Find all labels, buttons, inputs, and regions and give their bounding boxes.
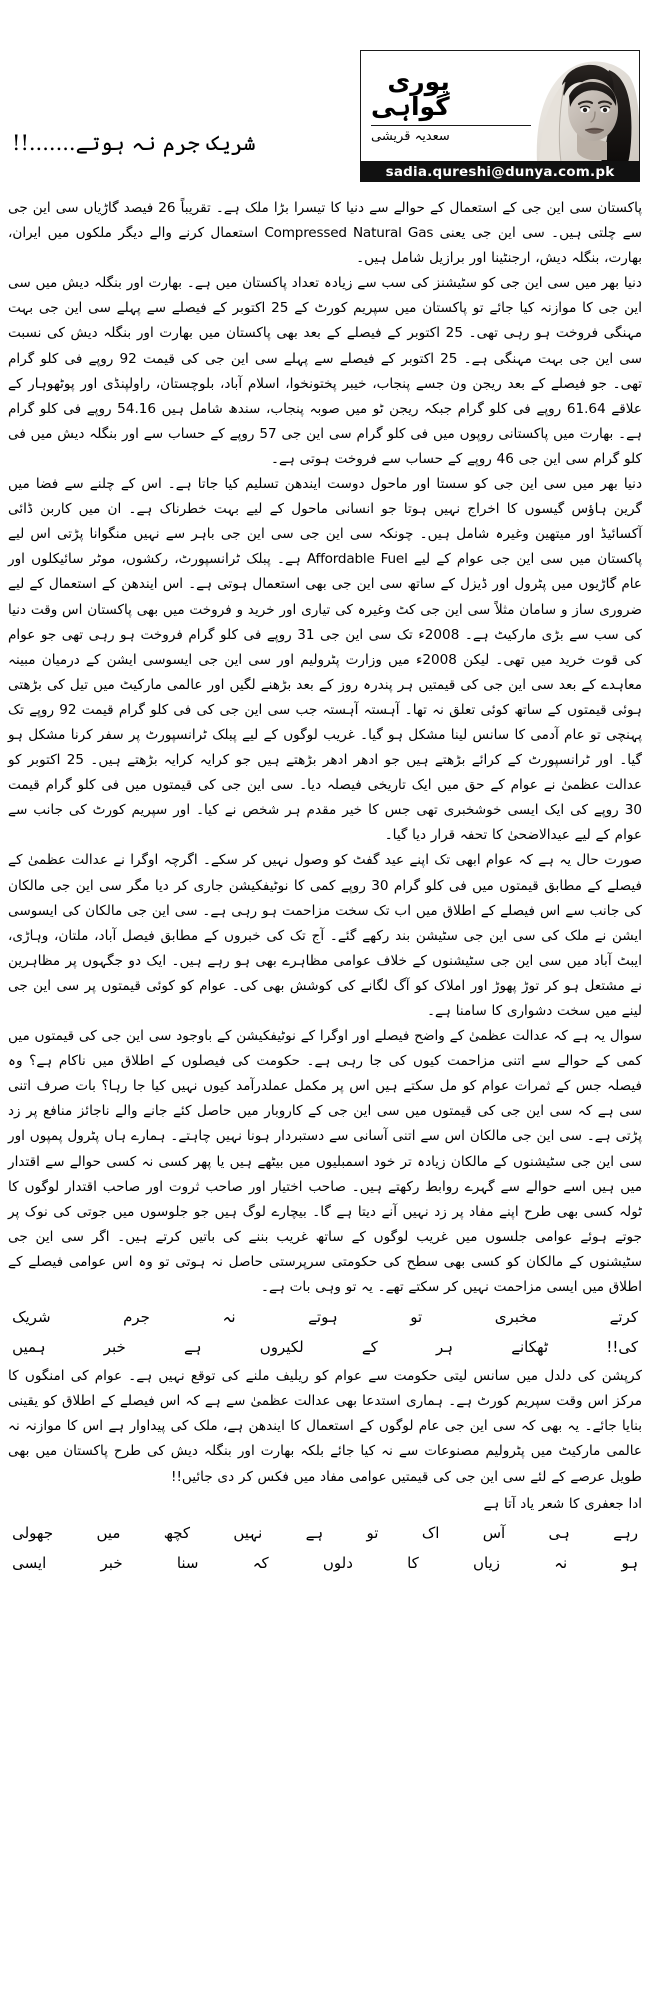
paragraph: سوال یہ ہے کہ عدالت عظمیٰ کے واضح فیصلے اور اوگرا کے نوٹیفکیشن کے باوجود سی این جی کی قیمتوں میں کمی کے حوالے سے اتنی مزاحمت کیوں کی جا رہی ہے۔ حکومت کی فیصلوں کے اطلاق میں ناکام ہے؟ وہ فیصلہ جس کے ثمرات عوام کو مل سکتے ہیں اس پر مکمل عملدرآمد کیوں نہیں کیا جا رہا؟ بات صرف اتنی سی ہے کہ سی این جی کی قیمتوں میں سی این جی کے کاروبار میں حاصل کئے جانے والے ناجائز منافع پر زد پڑتی ہے۔ سی این جی مالکان اس سے اتنی آسانی سے دستبردار ہونا نہیں چاہتے۔ ہمارے ہاں پٹرول پمپوں اور سی این جی سٹیشنوں کے مالکان زیادہ تر خود اسمبلیوں میں بیٹھے ہیں یا پھر کسی نہ کسی حوالے سے اقتدار میں ہیں اسے حوالے سے گہرے روابط رکھتے ہیں۔ صاحب اختیار اور صاحب ثروت اور صاحب اقتدار لوگوں کا ٹولہ کسی بھی طرح اپنے مفاد پر زد نہیں آنے دیتا ہے گا۔ بیچارے لوگ ہیں جو جلوسوں میں جوتی کی نوک پر جوتے ہوئے عوامی جلسوں میں غریب لوگوں کے ساتھ غریب بننے کی باتیں کرتے ہیں۔ اگر سی این جی سٹیشنوں کے مالکان کو کسی بھی سطح کی حکومتی سرپرستی حاصل نہ ہوتی تو وہ اس عوامی فیصلے کے اطلاق میں ایسی مزاحمت نہیں کر سکتے تھے۔ یہ تو وہی بات ہے۔ — [8, 1028, 642, 1296]
column-logo-text — [367, 51, 531, 161]
verse-line — [8, 1302, 642, 1332]
column-title-line1: پوری — [387, 66, 450, 96]
verse-word: ہر — [435, 1338, 454, 1357]
verse-word: ٹھکانے — [511, 1338, 549, 1357]
verse-word: ہے — [183, 1338, 202, 1357]
paragraph: دنیا بھر میں سی این جی کو سستا اور ماحول دوست ایندھن تسلیم کیا جاتا ہے۔ اس کے چلنے سے فضا میں گرین ہاؤس گیسوں کا اخراج نہیں ہوتا جو انسانی ماحول کے لیے بہت خطرناک ہے۔ ان میں کاربن ڈائی آکسائیڈ اور میتھین وغیرہ شامل ہیں۔ چونکہ سی این جی سی این جی باہر سے نہیں منگوانا پڑتی اس لیے پاکستان میں سی این جی عوام کے لیے Affordable Fuel ہے۔ پبلک ٹرانسپورٹ، رکشوں، موٹر سائیکلوں اور عام گاڑیوں میں پٹرول اور ڈیزل کے ساتھ سی این جی بھی استعمال ہوتی ہے۔ اس ایندھن کے استعمال کے لیے ضروری ساز و سامان مثلاً سی این جی کٹ وغیرہ کی تیاری اور خرید و فروخت میں بھی پاکستان اس وقت دنیا کی سب سے بڑی مارکیٹ ہے۔ 2008ء تک سی این جی 31 روپے فی کلو گرام فروخت ہو رہی تھی جو عوام کی قوت خرید میں تھی۔ لیکن 2008ء میں وزارت پٹرولیم اور سی این جی ایسوسی ایشن کے درمیان مبینہ معاہدے کے بعد سی این جی کی قیمتیں ہر پندرہ روز کے بعد بڑھنے لگیں اور عالمی مارکیٹ میں تیل کی بڑھتی ہوئی قیمتوں کے ساتھ کوئی تعلق نہ تھا۔ آہستہ آہستہ جب سی این جی کی فی کلو گرام قیمت 92 روپے تک پہنچی تو عام آدمی کا سانس لینا مشکل ہو گیا۔ غریب لوگوں کے لیے پبلک ٹرانسپورٹ پر سفر کرنا مشکل ہو گیا۔ اور ٹرانسپورٹ کے کرائے بڑھتے ہیں جو ادھر ادھر بڑھتے ہیں جو کرایہ کرایہ بڑھتے ہیں۔ 25 اکتوبر کو عدالت عظمیٰ نے عوام کے حق میں ایک تاریخی فیصلہ دیا۔ سی این جی کی قیمتوں میں فی کلو گرام قیمت 30 روپے کی ایک ایسی خوشخبری تھی جس کا خیر مقدم ہر شخص نے کیا۔ اور سپریم کورٹ کی جانب سے عوام کے لیے عیدالاضحیٰ کا تحفہ قرار دیا گیا۔ — [8, 476, 643, 844]
verse-attribution: ادا جعفری کا شعر یاد آتا ہے — [483, 1495, 642, 1512]
author-email-bar[interactable] — [360, 161, 640, 182]
verse-word: رہے — [613, 1523, 638, 1542]
column-title — [371, 68, 450, 120]
column-logo-box — [360, 50, 640, 162]
paragraph: دنیا بھر میں سی این جی کو سٹیشنز کی سب سے زیادہ تعداد پاکستان میں ہے۔ بھارت اور بنگلہ دیش میں سی این جی کا موازنہ کیا جائے تو پاکستان میں سپریم کورٹ کے 25 اکتوبر کے فیصلے سے پہلے سی این جی بہت مہنگی فروخت ہو رہی تھی۔ 25 اکتوبر کے فیصلے کے بعد بھی پاکستان میں بھارت اور بنگلہ دیش کی نسبت سی این جی بہت مہنگی ہے۔ 25 اکتوبر کے فیصلے سے پہلے سی این جی کی قیمت 92 روپے فی کلو گرام تھی۔ جو فیصلے کے بعد ریجن ون جسے پنجاب، خیبر پختونخوا، اسلام آباد، بلوچستان، راولپنڈی اور پوٹھوہار کے علاقے 61.64 روپے فی کلو گرام جبکہ ریجن ٹو میں صوبہ پنجاب، سندھ شامل ہیں 54.16 روپے فی کلو گرام ہے۔ بھارت میں پاکستانی روپوں میں فی کلو گرام سی این جی 57 روپے کے حساب سے اور بنگلہ دیش میں فی کلو گرام سی این جی 46 روپے کے حساب سے فروخت ہوتی ہے۔ — [8, 275, 642, 467]
verse-word: کہ — [252, 1553, 269, 1572]
verse-word: دلوں — [322, 1553, 353, 1572]
verse-word: کچھ — [163, 1523, 191, 1542]
verse-word: زیاں — [473, 1553, 501, 1572]
verse-word: اک — [421, 1523, 440, 1542]
verse-word: کی!! — [606, 1338, 638, 1357]
verse-word: تو — [410, 1308, 423, 1327]
verse-word: کرتے — [609, 1308, 638, 1327]
logo-divider — [371, 125, 531, 126]
verse-word: جھولی — [12, 1523, 54, 1542]
verse-word: میں — [96, 1523, 121, 1542]
paragraph: صورت حال یہ ہے کہ عوام ابھی تک اپنے عید گفٹ کو وصول نہیں کر سکے۔ اگرچہ اوگرا نے عدالت عظمیٰ کے فیصلے کے مطابق قیمتوں میں فی کلو گرام 30 روپے کمی کا نوٹیفکیشن جاری کر دیا مگر سی این جی مالکان کی جانب سے اس فیصلے کے اطلاق میں اب تک سخت مزاحمت ہو رہی ہے۔ سی این جی مالکان کی ایسوسی ایشن نے ملک کی سی این جی سٹیشن بند رکھے گئے۔ آج تک کی خبروں کے مطابق فیصل آباد، ملتان، وہاڑی، ایبٹ آباد میں سی این جی سٹیشنوں کے خلاف عوامی مظاہرے بھی ہو رہے ہیں۔ ایک دو جگہوں پر مظاہرین نے مشتعل ہو کر توڑ پھوڑ اور املاک کو آگ لگانے کی کوشش بھی کی۔ عوام کو کوئی قیمتوں پر سی این جی لینے میں سخت دشواری کا سامنا ہے۔ — [8, 852, 642, 1019]
verse-word: ہوتے — [308, 1308, 338, 1327]
verse-word: جرم — [123, 1308, 150, 1327]
verse-word: ہی — [548, 1523, 570, 1542]
verse-word: سنا — [176, 1553, 199, 1572]
verse-couplet-1 — [8, 1302, 642, 1362]
article-headline: شریک جرم نہ ہوتے.......!! — [12, 131, 256, 155]
verse-word: آس — [482, 1523, 506, 1542]
verse-word: ہے — [305, 1523, 324, 1542]
portrait-illustration — [531, 51, 639, 161]
verse-word: ہمیں — [12, 1338, 46, 1357]
verse-couplet-2 — [8, 1518, 642, 1578]
column-title-line2: گواہی — [371, 91, 450, 121]
verse-word: نہ — [222, 1308, 236, 1327]
verse-word: لکیروں — [259, 1338, 304, 1357]
paragraph: پاکستان سی این جی کے استعمال کے حوالے سے دنیا کا تیسرا بڑا ملک ہے۔ تقریباً 26 فیصد گاڑیاں سی این جی سے چلتی ہیں۔ سی این جی یعنی Compressed Natural Gas استعمال کرنے والے دیگر ملکوں میں ایران، بھارت، بنگلہ دیش، ارجنٹینا اور برازیل شامل ہیں۔ — [8, 200, 643, 267]
author-name: سعدیہ قریشی — [371, 129, 450, 145]
verse-word: کے — [361, 1338, 378, 1357]
verse-line — [8, 1332, 642, 1362]
verse-line — [8, 1518, 642, 1548]
verse-word: شریک — [12, 1308, 51, 1327]
verse-word: مخبری — [494, 1308, 538, 1327]
paragraph: کرپشن کی دلدل میں سانس لیتی حکومت سے عوام کو ریلیف ملنے کی توقع نہیں ہے۔ عوام کی امنگوں کا مرکز اس وقت سپریم کورٹ ہے۔ ہماری استدعا بھی عدالت عظمیٰ سے ہے کہ اس فیصلے کے اطلاق کو یقینی بنایا جائے۔ یہ بھی کہ سی این جی عام لوگوں کے استعمال کا ایندھن ہے، ملک کی پیداوار ہے اس کا موازنہ نہ عالمی مارکیٹ میں پٹرولیم مصنوعات سے نہ کیا جائے بلکہ بھارت اور بنگلہ دیش کی طرح پاکستان میں بھی طویل عرصے کے لئے سی این جی کی قیمتیں عوامی مفاد میں فکس کر دی جائیں!! — [8, 1368, 642, 1485]
verse-word: نہیں — [233, 1523, 263, 1542]
article-body — [8, 196, 642, 1580]
verse-word: کا — [407, 1553, 419, 1572]
column-masthead — [0, 0, 650, 180]
verse-word: خبر — [103, 1338, 126, 1357]
verse-word: ہو — [621, 1553, 638, 1572]
author-email: sadia.qureshi@dunya.com.pk — [385, 163, 615, 180]
verse-line — [8, 1548, 642, 1578]
author-portrait-photo — [531, 51, 639, 161]
verse-word: نہ — [554, 1553, 568, 1572]
verse-word: تو — [366, 1523, 379, 1542]
verse-word: خبر — [100, 1553, 123, 1572]
verse-word: ایسی — [12, 1553, 47, 1572]
